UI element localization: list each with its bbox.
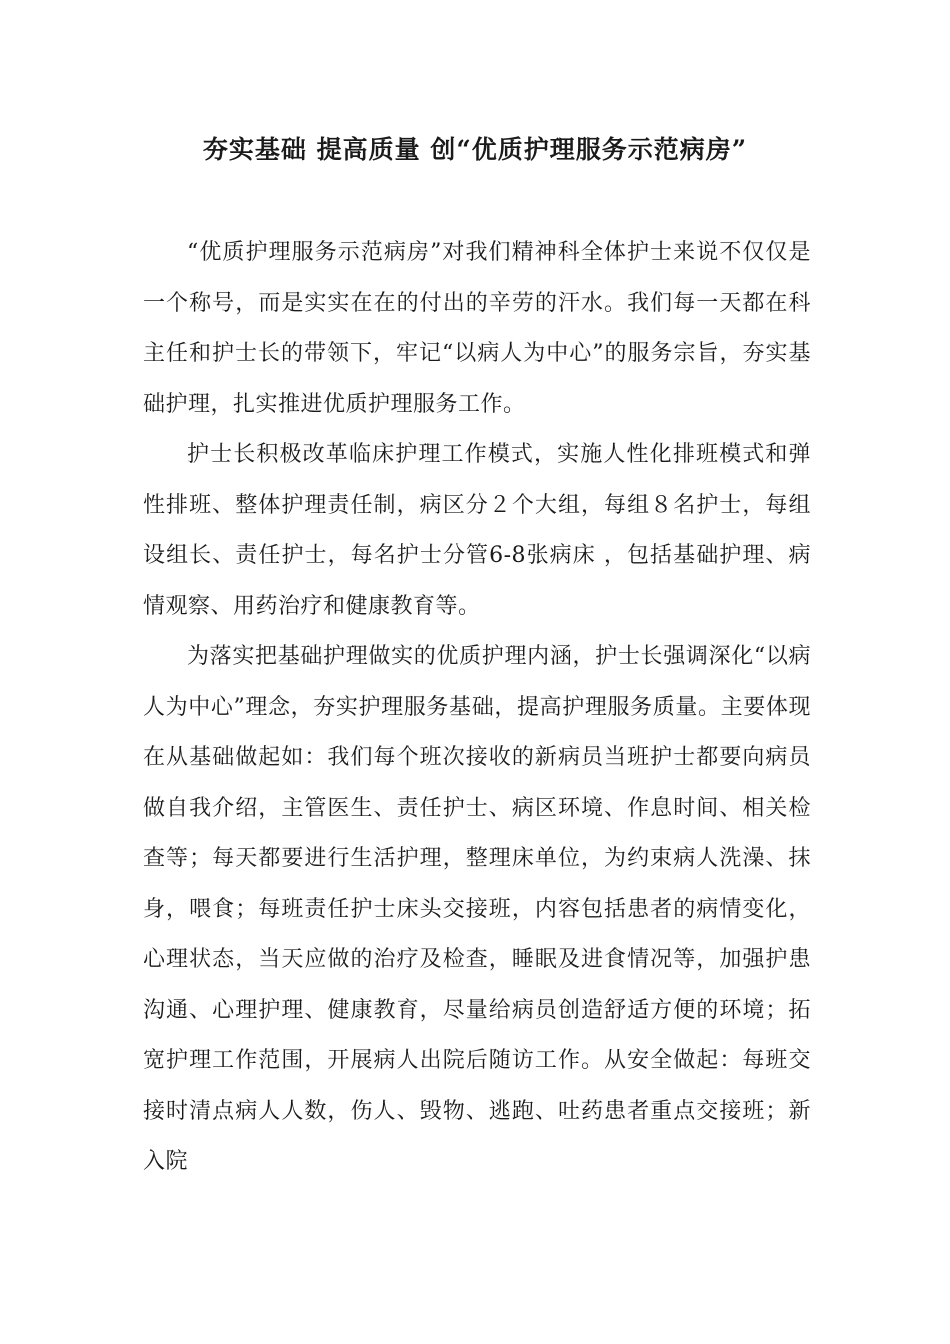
document-body [143, 228, 811, 1188]
paragraph-3: 为落实把基础护理做实的优质护理内涵，护士长强调深化“以病人为中心”理念，夯实护理服务基础，提高护理服务质量。主要体现在从基础做起如：我们每个班次接收的新病员当班护士都要向病员做自我介绍，主管医生、责任护士、病区环境、作息时间、相关检查等；每天都要进行生活护理，整理床单位，为约束病人洗澡、抹身，喂食；每班责任护士床头交接班，内容包括患者的病情变化，心理状态，当天应做的治疗及检查，睡眠及进食情况等，加强护患沟通、心理护理、健康教育，尽量给病员创造舒适方便的环境；拓宽护理工作范围，开展病人出院后随访工作。从安全做起：每班交接时清点病人人数，伤人、毁物、逃跑、吐药患者重点交接班；新入院 [143, 644, 811, 1174]
paragraph-2: 护士长积极改革临床护理工作模式，实施人性化排班模式和弹性排班、整体护理责任制，病区分２个大组，每组８名护士，每组设组长、责任护士，每名护士分管6-8张病床 ，包括基础护理、病情观察、用药治疗和健康教育等。 [143, 442, 811, 619]
paragraph-1: “优质护理服务示范病房”对我们精神科全体护士来说不仅仅是一个称号，而是实实在在的付出的辛劳的汗水。我们每一天都在科主任和护士长的带领下，牢记“以病人为中心”的服务宗旨，夯实基础护理，扎实推进优质护理服务工作。 [143, 240, 811, 417]
document-title: 夯实基础 提高质量 创“优质护理服务示范病房” [202, 135, 748, 164]
